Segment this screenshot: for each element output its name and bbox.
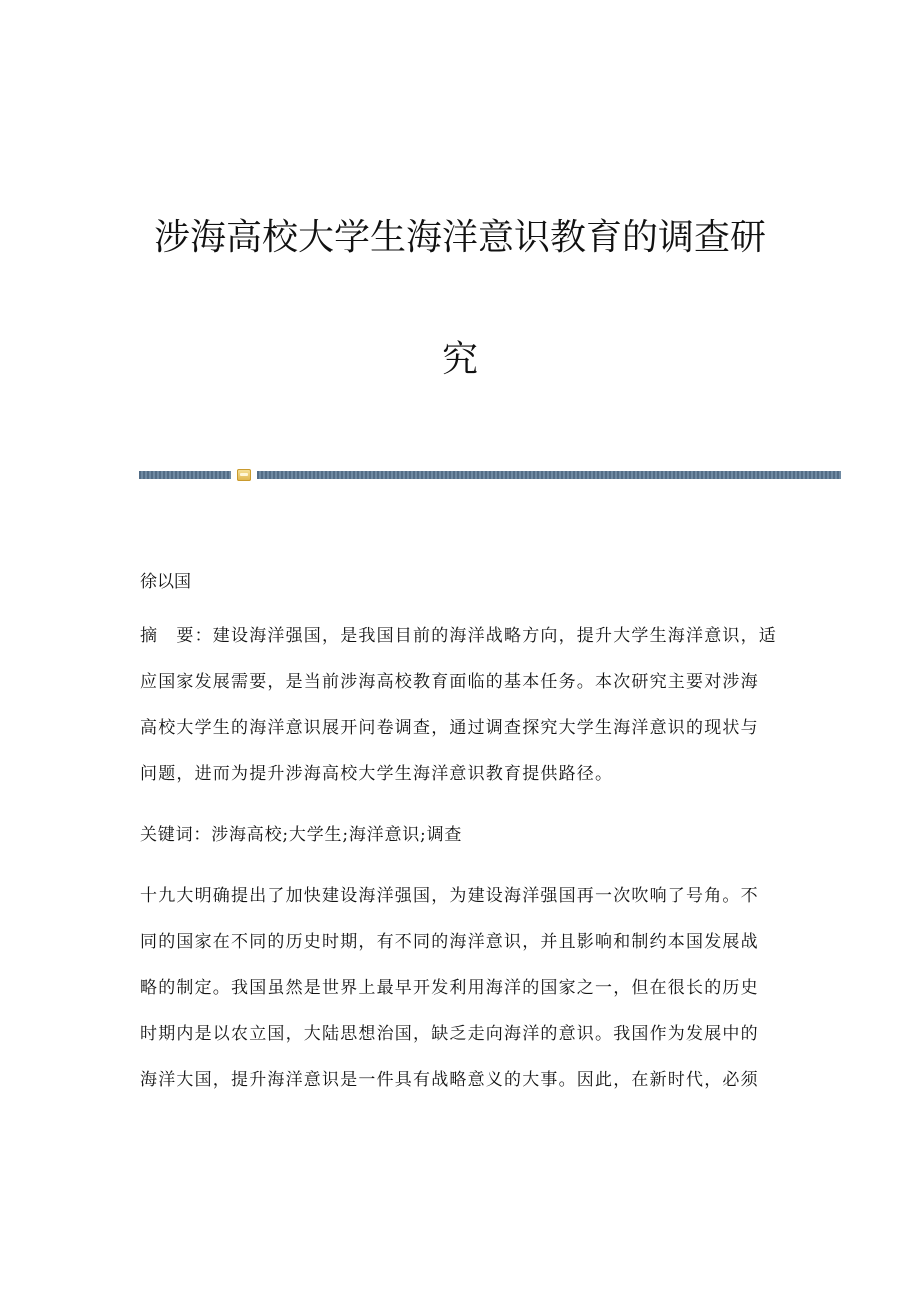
abstract-line: 摘 要：建设海洋强国，是我国目前的海洋战略方向，提升大学生海洋意识，适 xyxy=(140,626,777,646)
ornament-icon xyxy=(237,469,251,481)
body-paragraph-line: 略的制定。我国虽然是世界上最早开发利用海洋的国家之一，但在很长的历史 xyxy=(140,978,759,998)
title-divider xyxy=(139,469,841,481)
body-paragraph-line: 十九大明确提出了加快建设海洋强国，为建设海洋强国再一次吹响了号角。不 xyxy=(140,886,759,906)
divider-right-bar xyxy=(257,471,841,479)
body-paragraph-line: 同的国家在不同的历史时期，有不同的海洋意识，并且影响和制约本国发展战 xyxy=(140,932,759,952)
divider-left-bar xyxy=(139,471,231,479)
author-name: 徐以国 xyxy=(140,572,191,592)
keywords-line: 关键词：涉海高校;大学生;海洋意识;调查 xyxy=(140,825,463,845)
abstract-line: 问题，进而为提升涉海高校大学生海洋意识教育提供路径。 xyxy=(140,764,614,784)
body-paragraph-line: 时期内是以农立国，大陆思想治国，缺乏走向海洋的意识。我国作为发展中的 xyxy=(140,1024,759,1044)
abstract-line: 应国家发展需要，是当前涉海高校教育面临的基本任务。本次研究主要对涉海 xyxy=(140,672,759,692)
document-title-line-1: 涉海高校大学生海洋意识教育的调查研 xyxy=(153,217,766,259)
body-paragraph-line: 海洋大国，提升海洋意识是一件具有战略意义的大事。因此，在新时代，必须 xyxy=(140,1070,759,1090)
document-title-line-2: 究 xyxy=(441,339,478,381)
abstract-line: 高校大学生的海洋意识展开问卷调查，通过调查探究大学生海洋意识的现状与 xyxy=(140,718,759,738)
